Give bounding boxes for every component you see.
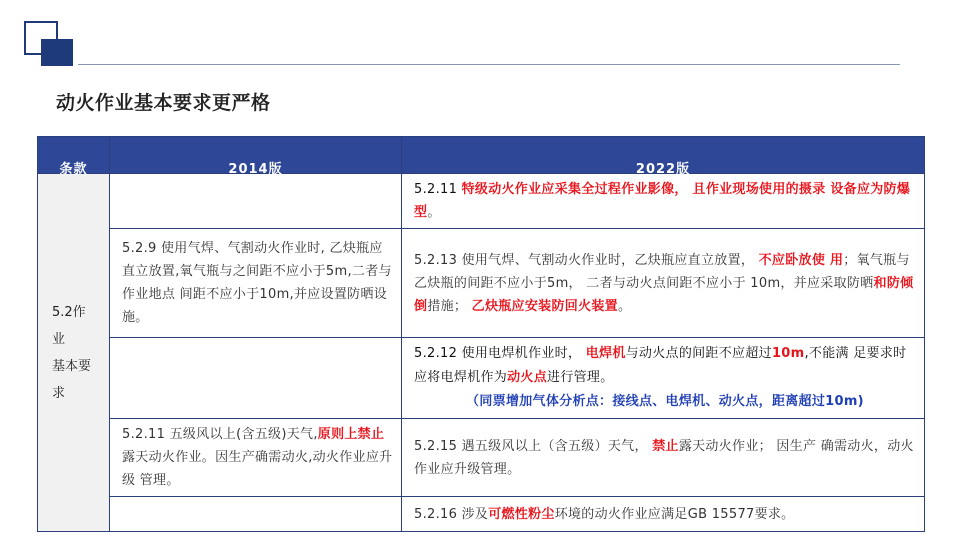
page-title: 动火作业基本要求更严格 bbox=[56, 92, 271, 114]
gas-analysis-note: （同票增加气体分析点：接线点、电焊机、动火点，距离超过10m) bbox=[466, 394, 864, 409]
old-cell-empty bbox=[110, 497, 402, 532]
new-cell-5-2-15: 5.2.15 遇五级风以上（含五级）天气， 禁止露天动火作业； 因生产 确需动火，动火作业应升级管理。 bbox=[402, 419, 925, 497]
old-cell-empty bbox=[110, 338, 402, 419]
header-divider bbox=[78, 64, 900, 65]
table-row bbox=[38, 497, 925, 532]
deco-square-filled bbox=[41, 39, 73, 66]
old-cell-5-2-9: 5.2.9 使用气焊、气割动火作业时, 乙炔瓶应直立放置,氧气瓶与之间距不应小于5m,二者与作业地点 间距不应小于10m,并应设置防晒设施。 bbox=[110, 229, 402, 338]
table-row bbox=[38, 229, 925, 338]
new-cell-5-2-13: 5.2.13 使用气焊、气割动火作业时，乙炔瓶应直立放置， 不应卧放使 用；氧气瓶与乙炔瓶的间距不应小于5m， 二者与动火点间距不应小于 10m，并应采取防晒和防倾倒措施； 乙炔瓶应安装防回火装置。 bbox=[402, 229, 925, 338]
new-cell-5-2-12: 5.2.12 使用电焊机作业时， 电焊机与动火点的间距不应超过10m,不能满 足要求时应将电焊机作为动火点进行管理。 （同票增加气体分析点：接线点、电焊机、动火点，距离超过10m) bbox=[402, 338, 925, 419]
header-2014: 2014版 bbox=[110, 137, 402, 174]
new-cell-5-2-11: 5.2.11 特级动火作业应采集全过程作业影像， 且作业现场使用的摄录 设备应为防爆型。 bbox=[402, 174, 925, 229]
table-row bbox=[38, 338, 925, 419]
new-cell-5-2-16: 5.2.16 涉及可燃性粉尘环境的动火作业应满足GB 15577要求。 bbox=[402, 497, 925, 532]
old-cell-5-2-11: 5.2.11 五级风以上(含五级)天气,原则上禁止露天动火作业。因生产确需动火,动火作业应升级 管理。 bbox=[110, 419, 402, 497]
table-row bbox=[38, 419, 925, 497]
header-clause: 条款 bbox=[38, 137, 110, 174]
comparison-table bbox=[37, 136, 925, 532]
table-row bbox=[38, 174, 925, 229]
old-cell-empty bbox=[110, 174, 402, 229]
clause-cell: 5.2作 业 基本要 求 bbox=[38, 174, 110, 532]
header-2022: 2022版 bbox=[402, 137, 925, 174]
table-header-row bbox=[38, 137, 925, 174]
